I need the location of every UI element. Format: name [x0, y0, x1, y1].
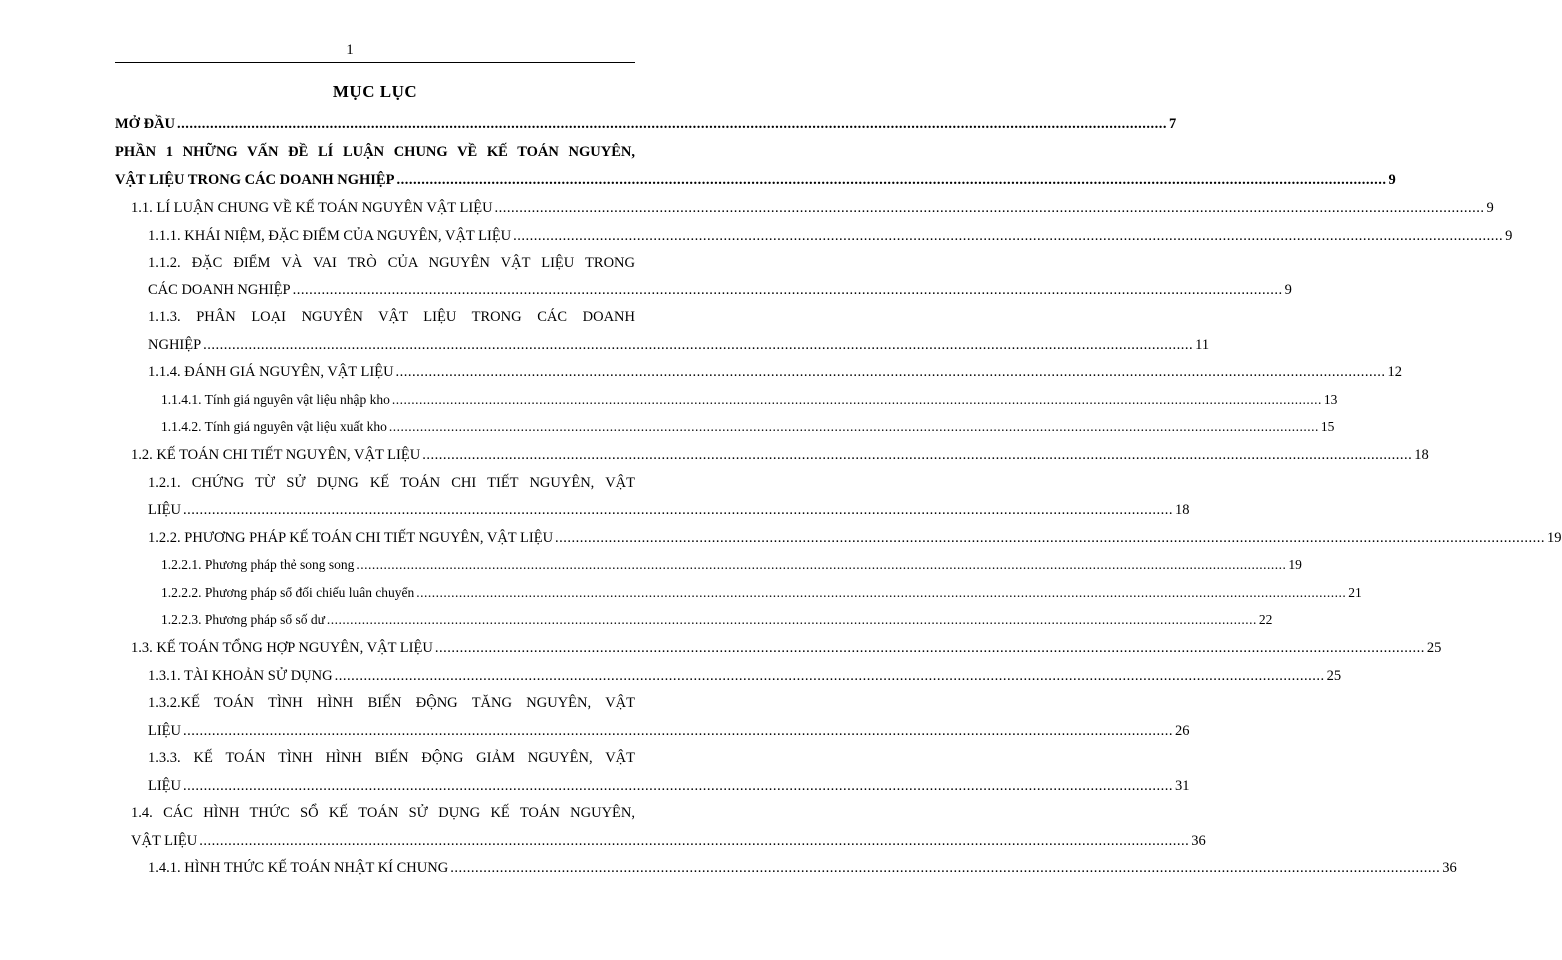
dot-leader: ................................................................................................................................................................................................................................................ [292, 282, 1283, 298]
toc-entry [131, 829, 1206, 853]
toc-entry-text: 1.3.3. KẾ TOÁN TÌNH HÌNH BIẾN ĐỘNG GIẢM NGUYÊN, VẬT [148, 750, 635, 766]
toc-page-number: 9 [1388, 172, 1396, 188]
toc-entry-text: 1.3. KẾ TOÁN TỔNG HỢP NGUYÊN, VẬT LIỆU [131, 640, 433, 656]
dot-leader: ................................................................................................................................................................................................................................................ [183, 723, 1174, 739]
toc-entry-text: 1.1.4. ĐÁNH GIÁ NGUYÊN, VẬT LIỆU [148, 364, 394, 380]
toc-entry [161, 608, 1273, 632]
dot-leader: ................................................................................................................................................................................................................................................ [450, 860, 1441, 876]
toc-page-number: 36 [1191, 833, 1206, 849]
toc-entry-text: LIỆU [148, 502, 182, 518]
toc-entry-text: CÁC DOANH NGHIỆP [148, 282, 291, 298]
toc-entry [161, 388, 1338, 412]
toc-entry-text: 1.1.2. ĐẶC ĐIỂM VÀ VAI TRÒ CỦA NGUYÊN VẬT LIỆU TRONG [148, 255, 635, 271]
toc-entry-text: LIỆU [148, 778, 182, 794]
toc-entry [115, 168, 1396, 192]
toc-page-number: 31 [1175, 778, 1190, 794]
toc-page-number: 21 [1348, 585, 1362, 600]
toc-entry-text: 1.4.1. HÌNH THỨC KẾ TOÁN NHẬT KÍ CHUNG [148, 860, 449, 876]
dot-leader: ................................................................................................................................................................................................................................................ [356, 557, 1287, 572]
toc-entry [148, 471, 635, 495]
dot-leader: ................................................................................................................................................................................................................................................ [494, 200, 1485, 216]
dot-leader: ................................................................................................................................................................................................................................................ [183, 778, 1174, 794]
toc-entry [131, 801, 635, 825]
toc-entry-text: 1.2.1. CHỨNG TỪ SỬ DỤNG KẾ TOÁN CHI TIẾT NGUYÊN, VẬT [148, 475, 635, 491]
dot-leader: ................................................................................................................................................................................................................................................ [395, 364, 1386, 380]
toc-entry-text: VẬT LIỆU [131, 833, 198, 849]
toc-entry-text: 1.2.2.2. Phương pháp sổ đối chiếu luân chuyển [161, 585, 415, 600]
toc-page-number: 25 [1326, 668, 1342, 684]
toc-entry [148, 278, 1292, 302]
dot-leader: ................................................................................................................................................................................................................................................ [396, 172, 1387, 188]
toc-entry [148, 224, 1513, 248]
toc-title: MỤC LỤC [332, 82, 418, 101]
toc-page-number: 7 [1169, 116, 1177, 132]
toc-page-number: 13 [1323, 392, 1338, 407]
toc-page-number: 18 [1414, 447, 1429, 463]
toc-entry-text: 1.1.3. PHÂN LOẠI NGUYÊN VẬT LIỆU TRONG CÁC DOANH [148, 309, 635, 325]
toc-entry [148, 305, 635, 329]
toc-page-number: 15 [1320, 419, 1335, 434]
toc-entry-text: VẬT LIỆU TRONG CÁC DOANH NGHIỆP [115, 172, 395, 188]
toc-entry-text: 1.1.1. KHÁI NIỆM, ĐẶC ĐIỂM CỦA NGUYÊN, VẬT LIỆU [148, 228, 512, 244]
toc-page-number: 9 [1486, 200, 1494, 216]
toc-entry-text: 1.2.2.3. Phương pháp sổ số dư [161, 612, 325, 627]
dot-leader: ................................................................................................................................................................................................................................................ [326, 612, 1257, 627]
toc-page-number: 25 [1426, 640, 1442, 656]
dot-leader: ................................................................................................................................................................................................................................................ [199, 833, 1190, 849]
toc-page-number: 9 [1505, 228, 1513, 244]
toc-entry [131, 196, 1494, 220]
toc-entry [131, 636, 1442, 660]
toc-entry-text: PHẦN 1 NHỮNG VẤN ĐỀ LÍ LUẬN CHUNG VỀ KẾ TOÁN NGUYÊN, [115, 144, 635, 160]
toc-entry [148, 360, 1403, 384]
dot-leader: ................................................................................................................................................................................................................................................ [513, 228, 1504, 244]
toc-page-number: 18 [1175, 502, 1190, 518]
toc-entry [115, 140, 635, 164]
toc-entry [161, 581, 1362, 605]
toc-entry-text: 1.2. KẾ TOÁN CHI TIẾT NGUYÊN, VẬT LIỆU [131, 447, 421, 463]
page-number: 1 [346, 42, 354, 58]
toc-entry [161, 553, 1302, 577]
toc-page-number: 26 [1175, 723, 1190, 739]
toc-entry-text: 1.2.2.1. Phương pháp thẻ song song [161, 557, 355, 572]
dot-leader: ................................................................................................................................................................................................................................................ [203, 337, 1194, 353]
toc-entry-text: NGHIỆP [148, 337, 202, 353]
toc-page-number: 19 [1288, 557, 1302, 572]
toc-entry-text: 1.1.4.2. Tính giá nguyên vật liệu xuất kho [161, 419, 387, 434]
toc-entry-text: LIỆU [148, 723, 182, 739]
dot-leader: ................................................................................................................................................................................................................................................ [555, 530, 1546, 546]
toc-entry-text: 1.2.2. PHƯƠNG PHÁP KẾ TOÁN CHI TIẾT NGUYÊN, VẬT LIỆU [148, 530, 554, 546]
toc-page-number: 12 [1387, 364, 1403, 380]
dot-leader: ................................................................................................................................................................................................................................................ [177, 116, 1168, 132]
toc-entry-text: 1.3.2.KẾ TOÁN TÌNH HÌNH BIẾN ĐỘNG TĂNG NGUYÊN, VẬT [148, 695, 635, 711]
dot-leader: ................................................................................................................................................................................................................................................ [334, 668, 1325, 684]
toc-entry [148, 774, 1190, 798]
toc-entry-text: 1.1. LÍ LUẬN CHUNG VỀ KẾ TOÁN NGUYÊN VẬT LIỆU [131, 200, 493, 216]
toc-entry-text: 1.4. CÁC HÌNH THỨC SỔ KẾ TOÁN SỬ DỤNG KẾ TOÁN NGUYÊN, [131, 805, 635, 821]
toc-entry [131, 443, 1429, 467]
toc-entry [148, 498, 1190, 522]
toc-entry [148, 691, 635, 715]
toc-page-number: 11 [1195, 337, 1210, 353]
toc-page-number: 9 [1284, 282, 1292, 298]
toc-entry [161, 415, 1335, 439]
toc-page-number: 22 [1258, 612, 1273, 627]
toc-page-number: 36 [1442, 860, 1457, 876]
toc-entry [148, 526, 1562, 550]
toc-entry [148, 746, 635, 770]
dot-leader: ................................................................................................................................................................................................................................................ [434, 640, 1425, 656]
dot-leader: ................................................................................................................................................................................................................................................ [391, 392, 1322, 407]
toc-entry [148, 664, 1342, 688]
toc-entry-text: 1.3.1. TÀI KHOẢN SỬ DỤNG [148, 668, 333, 684]
dot-leader: ................................................................................................................................................................................................................................................ [422, 447, 1413, 463]
dot-leader: ................................................................................................................................................................................................................................................ [388, 419, 1319, 434]
toc-page-number: 19 [1547, 530, 1562, 546]
toc-entry-text: 1.1.4.1. Tính giá nguyên vật liệu nhập kho [161, 392, 390, 407]
toc-entry [148, 333, 1210, 357]
toc-entry [148, 856, 1457, 880]
toc-entry [148, 251, 635, 275]
toc-entry-text: MỞ ĐẦU [115, 116, 176, 132]
toc-entry [115, 112, 1177, 136]
dot-leader: ................................................................................................................................................................................................................................................ [183, 502, 1174, 518]
toc-entry [148, 719, 1190, 743]
dot-leader: ................................................................................................................................................................................................................................................ [416, 585, 1347, 600]
